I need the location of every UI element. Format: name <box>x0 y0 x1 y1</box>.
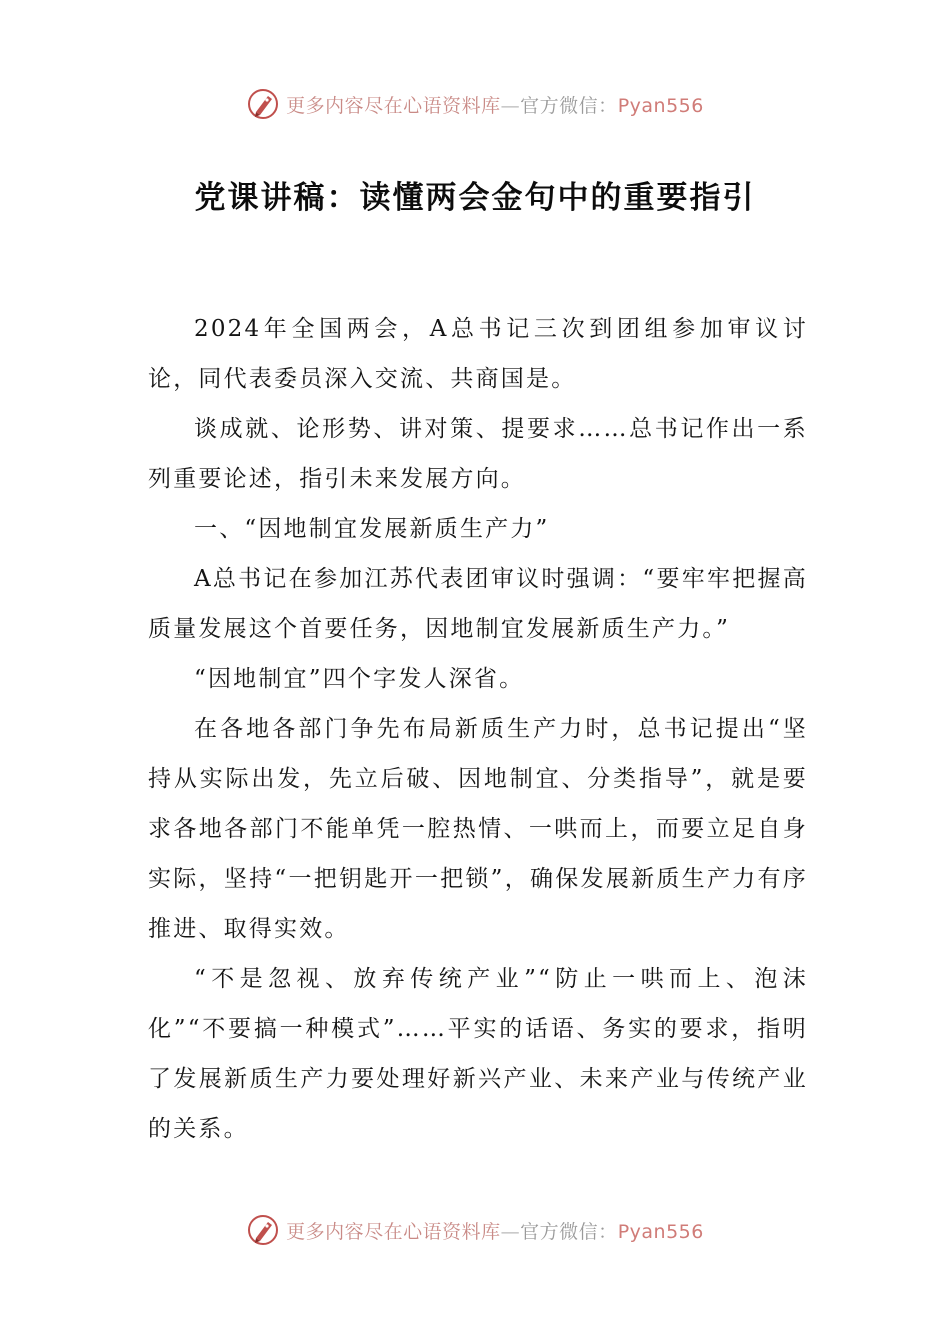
watermark-dash: — <box>500 94 521 117</box>
paragraph-1: 2024年全国两会，A总书记三次到团组参加审议讨论，同代表委员深入交流、共商国是。 <box>148 316 808 392</box>
watermark-official-label: 官方微信： <box>520 94 618 117</box>
watermark-site-name: 更多内容尽在心语资料库 <box>286 1220 501 1243</box>
watermark-dash: — <box>500 1220 521 1243</box>
paragraph-3: A总书记在参加江苏代表团审议时强调：“要牢牢把握高质量发展这个首要任务，因地制宜发展新质生产力。” <box>148 566 808 642</box>
watermark-official-label: 官方微信： <box>520 1220 618 1243</box>
watermark-text <box>286 1217 704 1244</box>
header-watermark-banner <box>0 84 950 124</box>
paragraph-4: “因地制宜”四个字发人深省。 <box>194 666 525 692</box>
paragraph-2: 谈成就、论形势、讲对策、提要求……总书记作出一系列重要论述，指引未来发展方向。 <box>148 416 808 492</box>
document-title: 党课讲稿：读懂两会金句中的重要指引 <box>194 180 756 216</box>
document-body <box>148 304 808 1154</box>
footer-watermark-banner <box>0 1210 950 1250</box>
paragraph-6: “不是忽视、放弃传统产业”“防止一哄而上、泡沫化”“不要搞一种模式”……平实的话语、务实的要求，指明了发展新质生产力要处理好新兴产业、未来产业与传统产业的关系。 <box>148 966 808 1142</box>
watermark-text <box>286 91 704 118</box>
pen-nib-logo-icon <box>246 1213 280 1247</box>
pen-nib-logo-icon <box>246 87 280 121</box>
watermark-site-name: 更多内容尽在心语资料库 <box>286 94 501 117</box>
paragraph-5: 在各地各部门争先布局新质生产力时，总书记提出“坚持从实际出发，先立后破、因地制宜、分类指导”，就是要求各地各部门不能单凭一腔热情、一哄而上，而要立足自身实际，坚持“一把钥匙开一把锁”，确保发展新质生产力有序推进、取得实效。 <box>148 716 808 942</box>
section-heading-1: 一、“因地制宜发展新质生产力” <box>194 516 550 542</box>
watermark-wechat-id: Pyan556 <box>617 1220 704 1243</box>
watermark-wechat-id: Pyan556 <box>617 94 704 117</box>
